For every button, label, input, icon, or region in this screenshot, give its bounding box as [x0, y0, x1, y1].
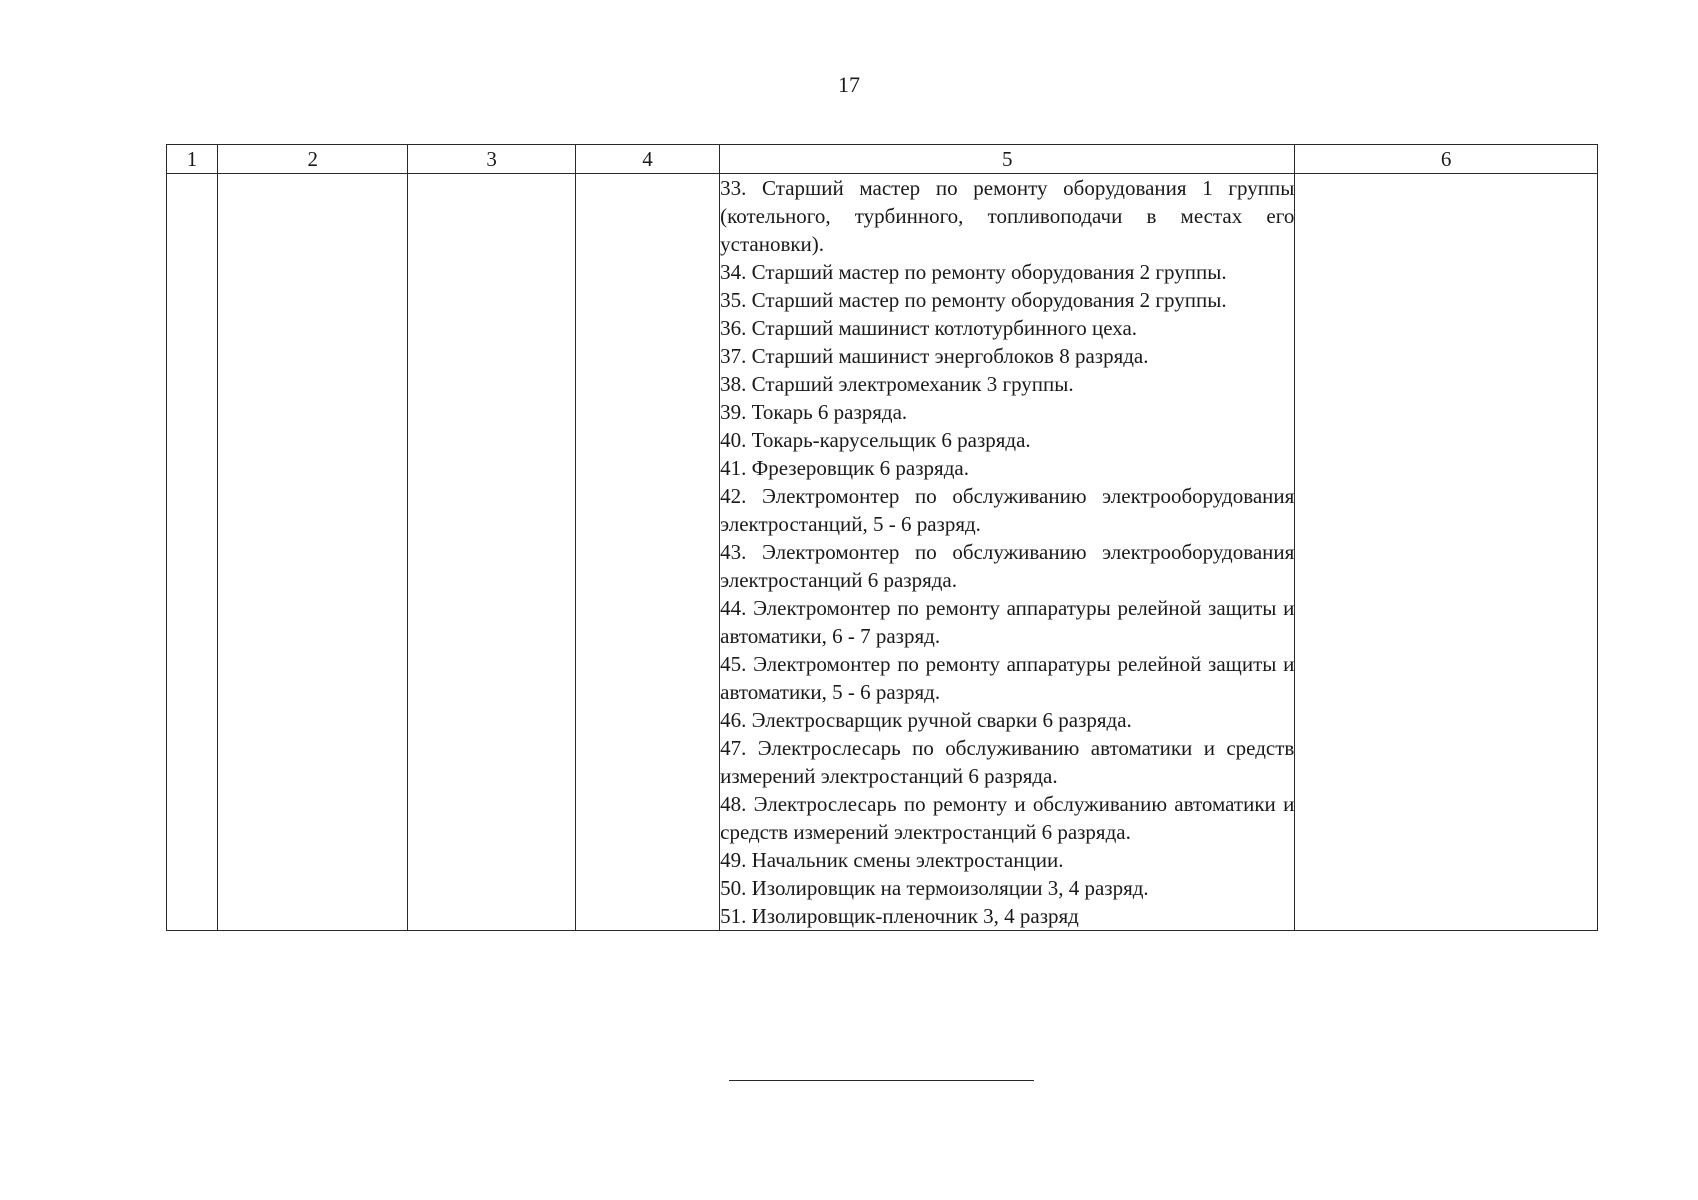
list-item: 41. Фрезеровщик 6 разряда.	[720, 456, 969, 480]
column-header-1: 1	[167, 145, 218, 174]
table-cell-col-3	[408, 174, 575, 931]
list-item: 42. Электромонтер по обслуживанию электрооборудования электростанций, 5 - 6 разряд.	[720, 484, 1295, 536]
list-item: 33. Старший мастер по ремонту оборудования 1 группы (котельного, турбинного, топливоподачи в местах его установки).	[720, 176, 1295, 256]
table-cell-col-1	[167, 174, 218, 931]
table-cell-col-5	[720, 174, 1295, 931]
table-row	[167, 174, 1598, 931]
page-number: 17	[838, 72, 860, 97]
list-item: 43. Электромонтер по обслуживанию электрооборудования электростанций 6 разряда.	[720, 540, 1295, 592]
table-header-row	[167, 145, 1598, 174]
column-header-3: 3	[408, 145, 575, 174]
list-item: 45. Электромонтер по ремонту аппаратуры релейной защиты и автоматики, 5 - 6 разряд.	[720, 652, 1295, 704]
list-item: 46. Электросварщик ручной сварки 6 разряда.	[720, 708, 1132, 732]
column-header-4: 4	[575, 145, 719, 174]
list-item: 48. Электрослесарь по ремонту и обслуживанию автоматики и средств измерений электростанций 6 разряда.	[720, 792, 1295, 844]
list-item: 44. Электромонтер по ремонту аппаратуры релейной защиты и автоматики, 6 - 7 разряд.	[720, 596, 1295, 648]
list-item: 36. Старший машинист котлотурбинного цеха.	[720, 316, 1138, 340]
list-item: 47. Электрослесарь по обслуживанию автоматики и средств измерений электростанций 6 разряда.	[720, 736, 1295, 788]
list-item: 34. Старший мастер по ремонту оборудования 2 группы.	[720, 260, 1227, 284]
table-cell-col-4	[575, 174, 719, 931]
table-cell-col-2	[218, 174, 408, 931]
list-item: 38. Старший электромеханик 3 группы.	[720, 372, 1074, 396]
list-item: 39. Токарь 6 разряда.	[720, 400, 908, 424]
footnote-divider	[729, 1080, 1034, 1081]
list-item: 50. Изолировщик на термоизоляции 3, 4 разряд.	[720, 876, 1149, 900]
list-item: 37. Старший машинист энергоблоков 8 разряда.	[720, 344, 1149, 368]
list-item: 51. Изолировщик-пленочник 3, 4 разряд	[720, 904, 1079, 928]
column-header-2: 2	[218, 145, 408, 174]
column-header-6: 6	[1295, 145, 1598, 174]
column-header-5: 5	[720, 145, 1295, 174]
list-item: 35. Старший мастер по ремонту оборудования 2 группы.	[720, 288, 1227, 312]
list-item: 40. Токарь-карусельщик 6 разряда.	[720, 428, 1031, 452]
table-cell-col-6	[1295, 174, 1598, 931]
document-table	[166, 144, 1598, 931]
list-item: 49. Начальник смены электростанции.	[720, 848, 1064, 872]
